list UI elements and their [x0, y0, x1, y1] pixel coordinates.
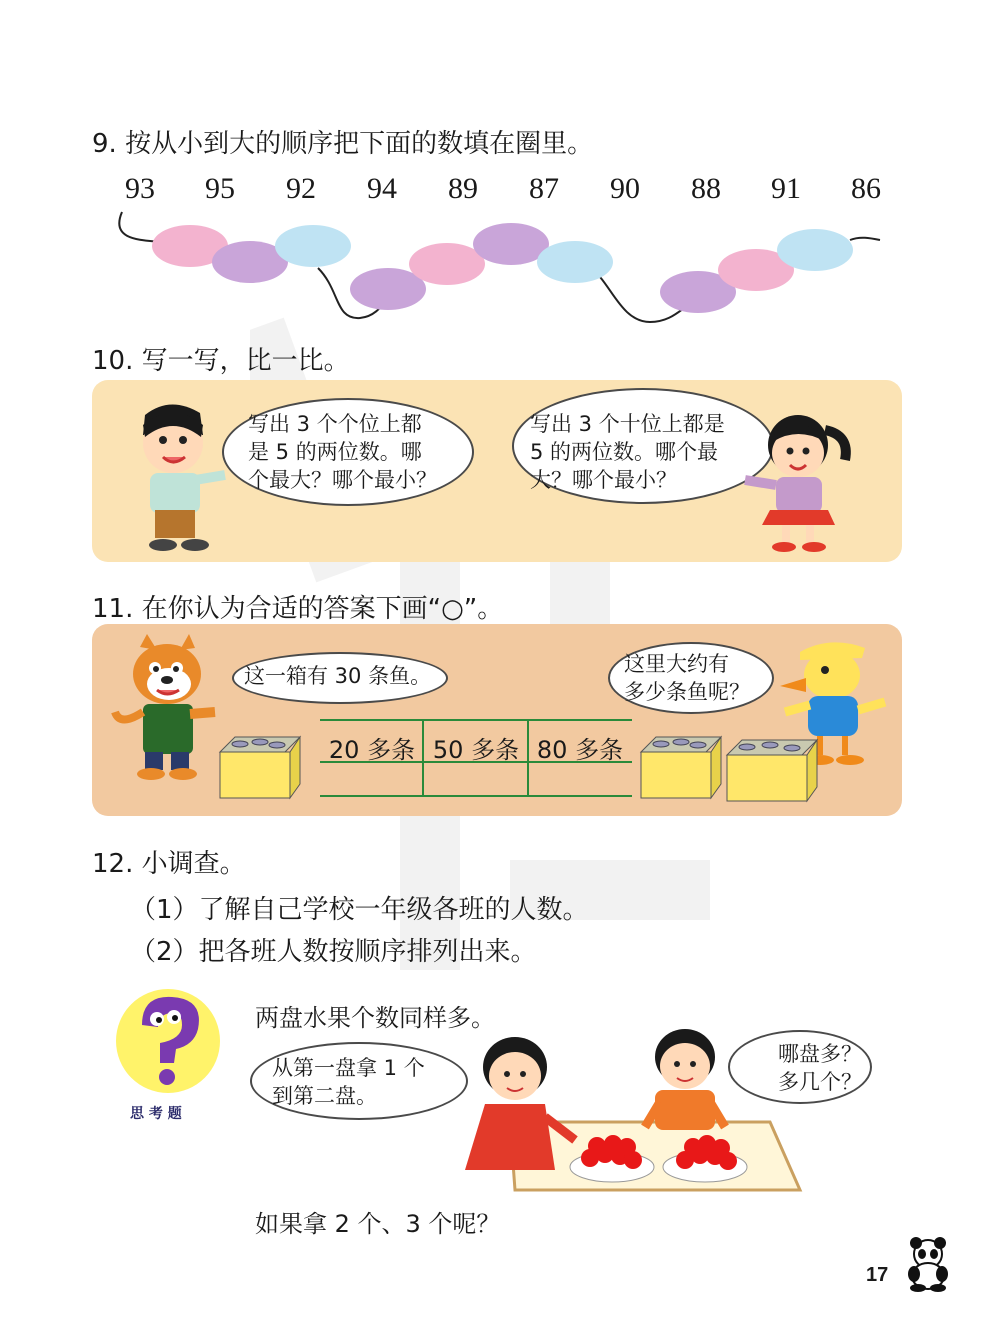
thinking-bubble-left: [272, 1054, 425, 1110]
answer-circle[interactable]: [409, 243, 485, 285]
question-mark-mascot-icon: [112, 985, 224, 1095]
bubble-line: 这里大约有: [624, 652, 729, 676]
fish-box: [722, 735, 822, 805]
number-item: 87: [529, 172, 559, 205]
option-label: 50 多条: [432, 736, 520, 764]
q12-item: （2）把各班人数按顺序排列出来。: [130, 937, 537, 967]
number-item: 95: [205, 172, 235, 205]
number-item: 92: [286, 172, 316, 205]
page-number: 17: [866, 1264, 889, 1286]
answer-cell[interactable]: [530, 764, 630, 796]
boy-bubble-text: [248, 410, 468, 494]
q12-item: （1）了解自己学校一年级各班的人数。: [130, 895, 589, 925]
number-item: 90: [610, 172, 640, 205]
thinking-badge-label: 思 考 题: [130, 1106, 182, 1122]
answer-circle-chain: [0, 200, 1000, 330]
bubble-line: 多几个？: [778, 1070, 862, 1094]
number-item: 88: [691, 172, 721, 205]
bubble-line: 5 的两位数。哪个最: [530, 440, 719, 464]
fish-box: [215, 732, 305, 802]
q12-title: 12. 小调查。: [92, 849, 246, 879]
number-item: 93: [125, 172, 155, 205]
bubble-line: 大？哪个最小？: [530, 468, 677, 492]
option-label: 20 多条: [328, 736, 416, 764]
number-item: 91: [771, 172, 801, 205]
bubble-line: 哪盘多？: [778, 1042, 862, 1066]
bubble-line: 多少条鱼呢？: [624, 680, 750, 704]
fish-box: [636, 732, 726, 802]
number-item: 86: [851, 172, 881, 205]
thinking-followup: 如果拿 2 个、3 个呢？: [255, 1210, 501, 1238]
number-item: 94: [367, 172, 397, 205]
children-fruit-table-illustration: [455, 1022, 805, 1200]
bubble-line: 到第二盘。: [272, 1084, 377, 1108]
thinking-statement: 两盘水果个数同样多。: [255, 1004, 495, 1032]
duck-bubble-text: [624, 650, 750, 706]
bubble-line: 个最大？哪个最小？: [248, 468, 437, 492]
q10-title: 10. 写一写，比一比。: [92, 346, 350, 376]
bubble-line: 从第一盘拿 1 个: [272, 1056, 425, 1080]
answer-circle[interactable]: [275, 225, 351, 267]
bubble-line: 写出 3 个个位上都: [248, 412, 422, 436]
boy-illustration: [125, 395, 235, 555]
answer-cell[interactable]: [322, 764, 422, 796]
girl-bubble-text: [530, 410, 770, 494]
tiger-bubble-text: 这一箱有 30 条鱼。: [244, 664, 432, 688]
option-label: 80 多条: [536, 736, 624, 764]
bubble-line: 是 5 的两位数。哪: [248, 440, 422, 464]
q9-title: 9. 按从小到大的顺序把下面的数填在圈里。: [92, 129, 594, 159]
answer-cell[interactable]: [426, 764, 526, 796]
bubble-line: 写出 3 个十位上都是: [530, 412, 725, 436]
tiger-illustration: [105, 632, 230, 782]
number-item: 89: [448, 172, 478, 205]
answer-circle[interactable]: [777, 229, 853, 271]
answer-circle[interactable]: [537, 241, 613, 283]
girl-illustration: [740, 405, 860, 555]
panda-icon: [902, 1236, 954, 1292]
q11-title: 11. 在你认为合适的答案下画“○”。: [92, 594, 504, 624]
